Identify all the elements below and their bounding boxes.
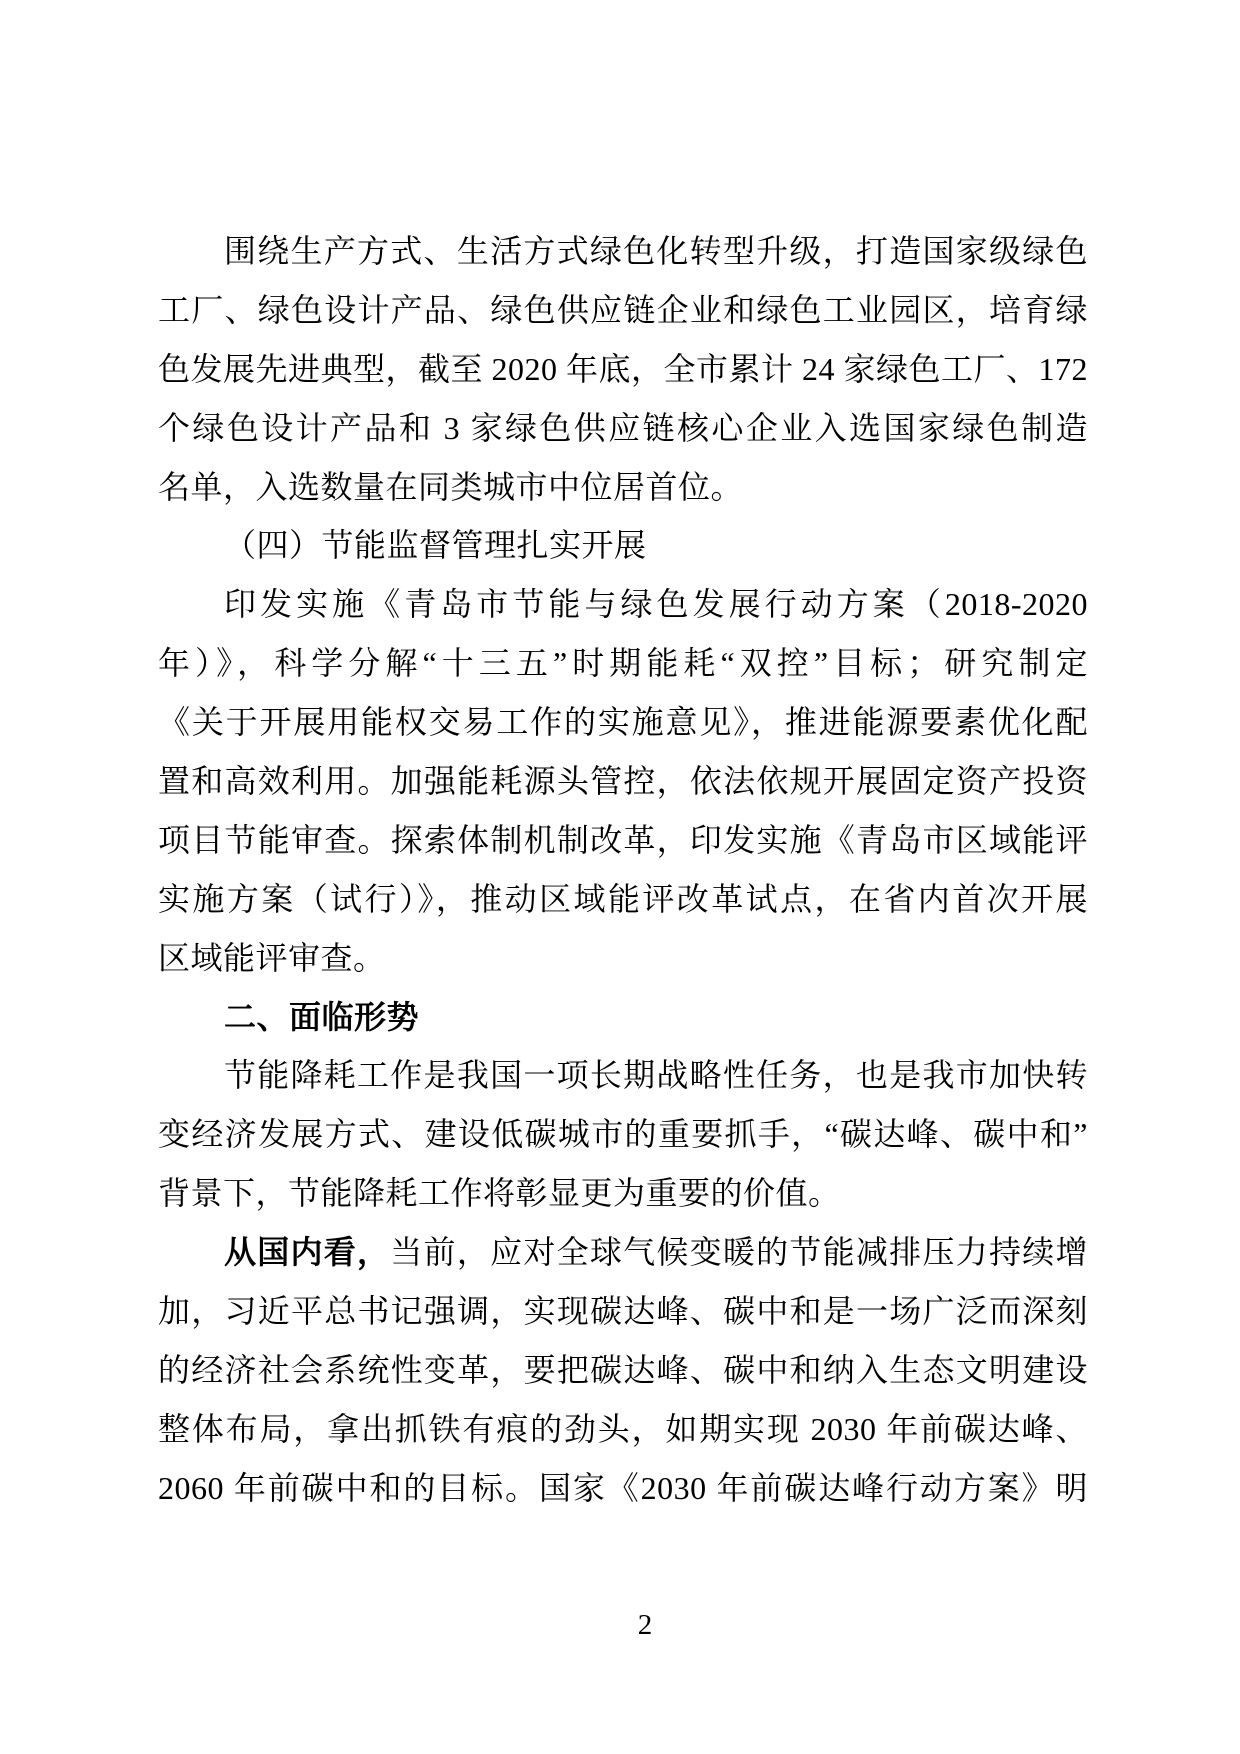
- section-heading-four: （四）节能监督管理扎实开展: [224, 527, 647, 564]
- page-number: 2: [637, 1609, 653, 1641]
- text-line: 的经济社会系统性变革，要把碳达峰、碳中和纳入生态文明建设: [158, 1351, 1088, 1388]
- text-line-rest: 当前，应对全球气候变暖的节能减排压力持续增: [390, 1234, 1088, 1271]
- text-line: 加，习近平总书记强调，实现碳达峰、碳中和是一场广泛而深刻: [158, 1293, 1088, 1330]
- bold-lead-text: 从国内看，: [224, 1234, 391, 1271]
- text-line: 工厂、绿色设计产品、绿色供应链企业和绿色工业园区，培育绿: [158, 291, 1088, 328]
- text-line: 整体布局，拿出抓铁有痕的劲头，如期实现 2030 年前碳达峰、: [158, 1410, 1088, 1447]
- text-line: 区域能评审查。: [158, 939, 386, 976]
- text-line: 名单，入选数量在同类城市中位居首位。: [158, 468, 744, 505]
- text-line: [158, 1223, 1088, 1282]
- text-line: 《关于开展用能权交易工作的实施意见》，推进能源要素优化配: [158, 704, 1088, 741]
- document-body: [158, 222, 1088, 1518]
- text-line: 置和高效利用。加强能耗源头管控，依法依规开展固定资产投资: [158, 763, 1088, 800]
- section-heading-two: 二、面临形势: [224, 998, 420, 1035]
- text-line: 色发展先进典型，截至 2020 年底，全市累计 24 家绿色工厂、172: [158, 350, 1088, 387]
- text-line: 围绕生产方式、生活方式绿色化转型升级，打造国家级绿色: [224, 233, 1088, 269]
- text-line: 个绿色设计产品和 3 家绿色供应链核心企业入选国家绿色制造: [158, 409, 1088, 446]
- text-line: 印发实施《青岛市节能与绿色发展行动方案（2018-2020: [224, 586, 1088, 623]
- text-line: 年）》，科学分解“十三五”时期能耗“双控”目标；研究制定: [158, 645, 1088, 682]
- text-line: 背景下，节能降耗工作将彰显更为重要的价值。: [158, 1175, 841, 1212]
- text-line: 2060 年前碳中和的目标。国家《2030 年前碳达峰行动方案》明: [158, 1469, 1088, 1506]
- text-line: 项目节能审查。探索体制机制改革，印发实施《青岛市区域能评: [158, 821, 1088, 858]
- text-line: 实施方案（试行）》，推动区域能评改革试点，在省内首次开展: [158, 880, 1088, 917]
- text-line: 变经济发展方式、建设低碳城市的重要抓手，“碳达峰、碳中和”: [158, 1116, 1088, 1153]
- text-line: 节能降耗工作是我国一项长期战略性任务，也是我市加快转: [224, 1057, 1088, 1094]
- page-footer: [0, 1608, 1240, 1642]
